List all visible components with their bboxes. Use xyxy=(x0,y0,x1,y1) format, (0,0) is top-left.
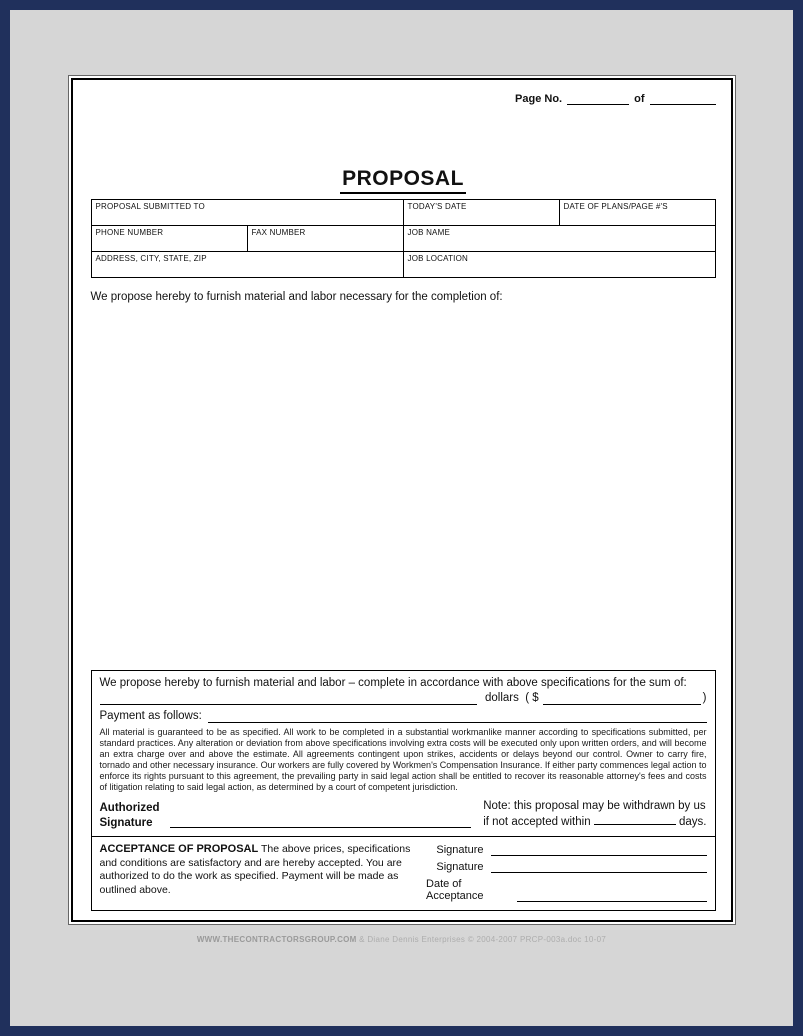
acceptance-section xyxy=(100,842,707,902)
authorized-label-line2: Signature xyxy=(99,816,153,829)
acceptance-heading: ACCEPTANCE OF PROPOSAL xyxy=(99,843,259,855)
field-label-fax-number: FAX NUMBER xyxy=(251,228,306,237)
field-label-submitted-to: PROPOSAL SUBMITTED TO xyxy=(95,202,205,211)
field-job-location[interactable] xyxy=(403,252,715,278)
payment-label: Payment as follows: xyxy=(99,710,202,723)
acceptance-body: The above prices, specifications and conditions are satisfactory and are hereby accepted. You are authorized to do the work as specified. Payment will be made as outlined above. xyxy=(99,843,411,896)
footer-credit xyxy=(10,935,793,944)
field-date-of-plans[interactable] xyxy=(559,200,715,226)
field-todays-date[interactable] xyxy=(403,200,559,226)
field-proposal-submitted-to[interactable] xyxy=(91,200,403,226)
date-of-acceptance-label: Date of Acceptance xyxy=(426,878,484,902)
footer-site-name: WWW.THECONTRACTORSGROUP.COM xyxy=(196,935,357,944)
sum-line-text: We propose hereby to furnish material and labor – complete in accordance with above specifications for the sum of: xyxy=(99,677,687,690)
dollars-label: dollars ( $ xyxy=(484,692,539,705)
of-label: of xyxy=(634,93,645,105)
authorized-signature-field[interactable] xyxy=(170,816,472,828)
acceptance-signatures xyxy=(426,842,706,902)
field-label-phone-number: PHONE NUMBER xyxy=(95,228,164,237)
signature-row-1 xyxy=(426,844,706,856)
page-no-label: Page No. xyxy=(515,93,563,105)
title-row xyxy=(91,167,716,194)
terms-section xyxy=(91,670,716,911)
acceptance-divider xyxy=(92,836,715,837)
page-no-field[interactable] xyxy=(567,92,629,105)
sum-amount-row xyxy=(100,692,707,705)
proposal-intro-text: We propose hereby to furnish material and labor necessary for the completion of: xyxy=(90,291,503,303)
note-line1: Note: this proposal may be withdrawn by us xyxy=(483,800,706,813)
proposal-writein-area[interactable] xyxy=(91,303,716,670)
acceptance-signature-field-2[interactable] xyxy=(491,861,707,873)
page-preview-area xyxy=(10,10,793,1026)
withdrawal-days-field[interactable] xyxy=(594,814,676,825)
field-job-name[interactable] xyxy=(403,226,715,252)
field-label-todays-date: TODAY'S DATE xyxy=(407,202,467,211)
field-address[interactable] xyxy=(91,252,403,278)
info-table xyxy=(91,199,716,278)
authorized-signature-row xyxy=(100,799,707,830)
signature-row-2 xyxy=(426,861,706,873)
acceptance-text xyxy=(100,842,427,902)
field-phone-number[interactable] xyxy=(91,226,247,252)
page-total-field[interactable] xyxy=(650,92,716,105)
note-line2-suffix: days. xyxy=(679,816,707,829)
fine-print-text: All material is guaranteed to be as specified. All work to be completed in a substantial workmanlike manner according to specifications submitted, per standard practices. Any alteration or deviation from above specifications involving extra costs will be executed only upon written orders, and will become an extra charge over and above the estimate. All agreements contingent upon strikes, accidents or delays beyond our control. Owner to carry fire, tornado and other necessary insurance. Our workers are fully covered by Workmen's Compensation Insurance. If either party commences legal action to enforce its rights pursuant to this agreement, the prevailing party in said legal action shall be entitled to recover its reasonable attorney's fees and costs of litigation relating to said legal action, as determined by a court of competent jurisdiction. xyxy=(99,727,707,793)
paren-close-label: ) xyxy=(702,692,707,705)
sum-numeric-amount-field[interactable] xyxy=(543,693,701,705)
proposal-form-page xyxy=(68,75,736,925)
field-label-date-of-plans: DATE OF PLANS/PAGE #'S xyxy=(563,202,668,211)
payment-terms-field[interactable] xyxy=(208,711,707,723)
field-label-address: ADDRESS, CITY, STATE, ZIP xyxy=(95,254,207,263)
note-line2-prefix: if not accepted within xyxy=(483,816,591,829)
withdrawal-note xyxy=(483,799,706,830)
footer-credit-text: & Diane Dennis Enterprises © 2004-2007 PRCP-003a.doc 10-07 xyxy=(356,935,607,944)
field-label-job-location: JOB LOCATION xyxy=(407,254,468,263)
field-label-job-name: JOB NAME xyxy=(407,228,450,237)
signature-label-2: Signature xyxy=(436,861,484,873)
page-number-row xyxy=(91,92,716,105)
signature-label-1: Signature xyxy=(436,844,484,856)
authorized-signature-label xyxy=(100,801,160,830)
date-of-acceptance-field[interactable] xyxy=(517,890,707,902)
acceptance-signature-field-1[interactable] xyxy=(491,844,707,856)
proposal-form xyxy=(71,78,733,922)
form-title: PROPOSAL xyxy=(340,167,466,194)
note-line2 xyxy=(483,814,706,830)
payment-row xyxy=(100,710,707,723)
field-fax-number[interactable] xyxy=(247,226,403,252)
authorized-label-line1: Authorized xyxy=(99,802,160,815)
sum-written-amount-field[interactable] xyxy=(100,693,477,705)
date-of-acceptance-row xyxy=(426,878,706,902)
